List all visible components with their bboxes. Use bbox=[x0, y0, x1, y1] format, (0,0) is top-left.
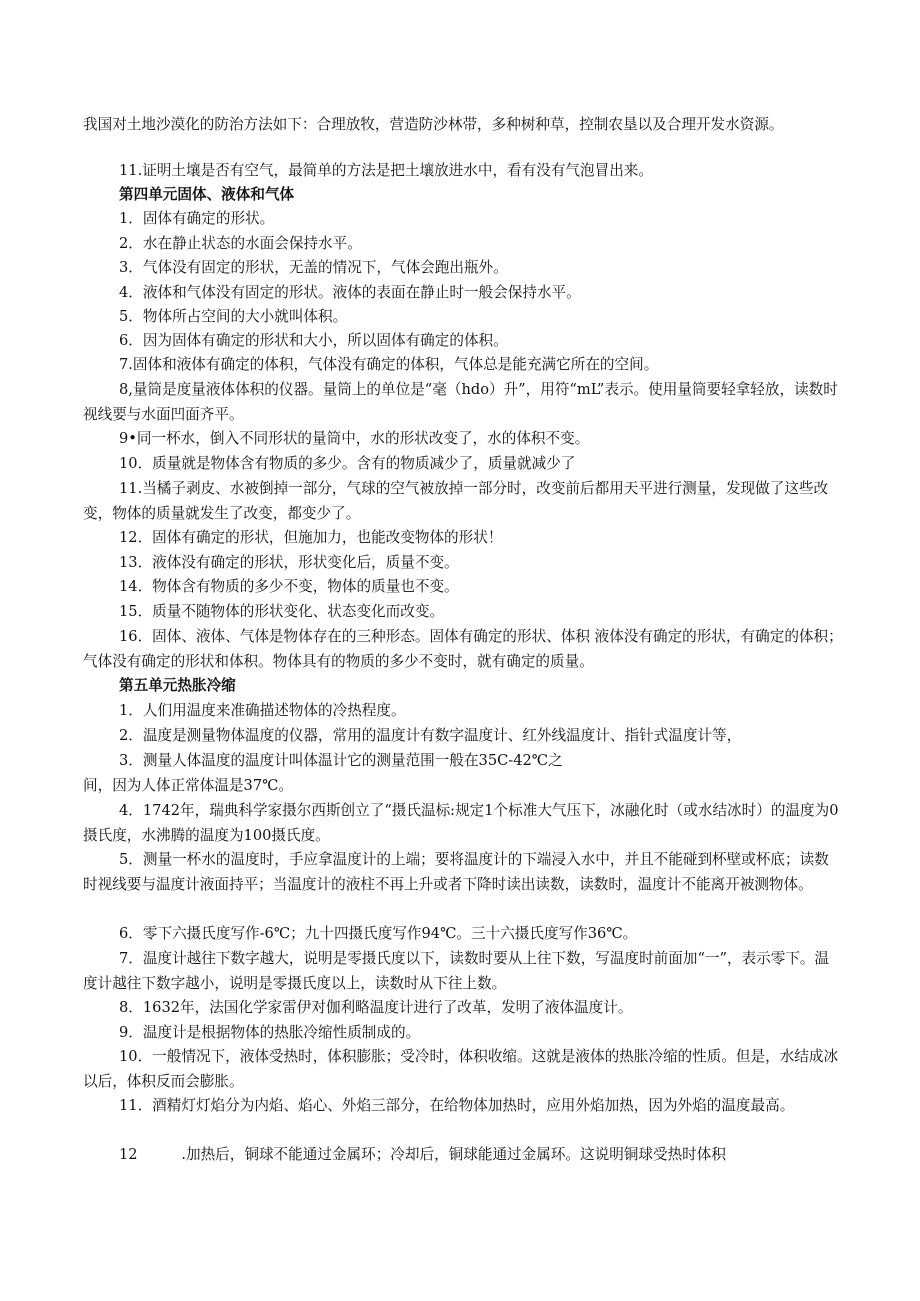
paragraph-item: 12．固体有确定的形状，但施加力，也能改变物体的形状！ bbox=[119, 529, 503, 546]
paragraph-item: 4．1742年，瑞典科学家摄尔西斯创立了“摄氏温标:规定1个标准大气压下，冰融化时（或水结冰时）的温度为0摄氏度，水沸腾的温度为100摄氏度。 bbox=[83, 802, 839, 844]
paragraph-item: 10．质量就是物体含有物质的多少。含有的物质减少了，质量就减少了 bbox=[119, 455, 576, 472]
paragraph-item: 15．质量不随物体的形状变化、状态变化而改变。 bbox=[119, 603, 445, 620]
paragraph-item: 11．酒精灯灯焰分为内焰、焰心、外焰三部分，在给物体加热时，应用外焰加热，因为外焰的温度最高。 bbox=[119, 1097, 795, 1114]
paragraph-item: 10．一般情况下，液体受热时，体积膨胀；受冷时，体积收缩。这就是液体的热胀冷缩的性质。但是，水结成冰以后，体积反而会膨胀。 bbox=[83, 1048, 839, 1090]
paragraph-item: 6．因为固体有确定的形状和大小，所以固体有确定的体积。 bbox=[119, 332, 508, 349]
paragraph-item: 11.证明土壤是否有空气，最简单的方法是把土壤放进水中，看有没有气泡冒出来。 bbox=[119, 162, 653, 179]
paragraph-item: 1．人们用温度来准确描述物体的冷热程度。 bbox=[119, 702, 406, 719]
paragraph-item: 14．物体含有物质的多少不变，物体的质量也不变。 bbox=[119, 578, 459, 595]
paragraph-item: 2．水在静止状态的水面会保持水平。 bbox=[119, 235, 362, 252]
section-heading-unit4: 第四单元固体、液体和气体 bbox=[119, 186, 295, 203]
paragraph-desertification: 我国对土地沙漠化的防治方法如下：合理放牧，营造防沙林带，多种树种草，控制农垦以及合理开发水资源。 bbox=[83, 116, 784, 133]
paragraph-item: 8,量筒是度量液体体积的仪器。量筒上的单位是“毫（hdo）升”，用符“mL”表示。使用量筒要轻拿轻放，读数时视线要与水面凹面齐平。 bbox=[83, 381, 838, 423]
paragraph-item: 4．液体和气体没有固定的形状。液体的表面在静止时一般会保持水平。 bbox=[119, 284, 581, 301]
paragraph-item: 12 .加热后，铜球不能通过金属环；冷却后，铜球能通过金属环。这说明铜球受热时体积 bbox=[119, 1146, 726, 1163]
paragraph-item: 6．零下六摄氏度写作-6℃；九十四摄氏度写作94℃。三十六摄氏度写作36℃。 bbox=[119, 925, 638, 942]
paragraph-item: 16．固体、液体、气体是物体存在的三种形态。固体有确定的形状、体积 液体没有确定的形状，有确定的体积；气体没有确定的形状和体积。物体具有的物质的多少不变时，就有确定的质量。 bbox=[83, 628, 843, 670]
paragraph-item: 9•同一杯水，倒入不同形状的量筒中，水的形状改变了，水的体积不变。 bbox=[119, 430, 590, 447]
paragraph-item: 9．温度计是根据物体的热胀冷缩性质制成的。 bbox=[119, 1024, 421, 1041]
paragraph-item: 13．液体没有确定的形状，形状变化后，质量不变。 bbox=[119, 554, 459, 571]
paragraph-item: 11.当橘子剥皮、水被倒掉一部分，气球的空气被放掉一部分时，改变前后都用天平进行测量，发现做了这些改变，物体的质量就发生了改变，都变少了。 bbox=[83, 480, 829, 522]
paragraph-item: 3．测量人体温度的温度计叫体温计它的测量范围一般在35C-42℃之 bbox=[119, 752, 563, 769]
section-heading-unit5: 第五单元热胀冷缩 bbox=[119, 677, 236, 694]
paragraph-item: 1．固体有确定的形状。 bbox=[119, 210, 275, 227]
paragraph-item: 3．气体没有固定的形状，无盖的情况下，气体会跑出瓶外。 bbox=[119, 259, 508, 276]
paragraph-item: 2．温度是测量物体温度的仪器，常用的温度计有数字温度计、红外线温度计、指针式温度计等， bbox=[119, 727, 742, 744]
paragraph-continuation: 间，因为人体正常体温是37℃。 bbox=[83, 777, 294, 794]
paragraph-item: 8．1632年，法国化学家雷伊对伽利略温度计进行了改革，发明了液体温度计。 bbox=[119, 999, 633, 1016]
paragraph-item: 5．测量一杯水的温度时，手应拿温度计的上端；要将温度计的下端浸入水中，并且不能碰到杯壁或杯底；读数时视线要与温度计液面持平；当温度计的液柱不再上升或者下降时读出读数，读数时，温度计不能离开被测物体。 bbox=[83, 851, 829, 893]
paragraph-item: 7．温度计越往下数字越大，说明是零摄氏度以下，读数时要从上往下数，写温度时前面加“一”，表示零下。温度计越往下数字越小，说明是零摄氏度以上，读数时从下往上数。 bbox=[83, 950, 830, 992]
paragraph-item: 7.固体和液体有确定的体积，气体没有确定的体积，气体总是能充满它所在的空间。 bbox=[119, 356, 659, 373]
paragraph-item: 5．物体所占空间的大小就叫体积。 bbox=[119, 308, 348, 325]
